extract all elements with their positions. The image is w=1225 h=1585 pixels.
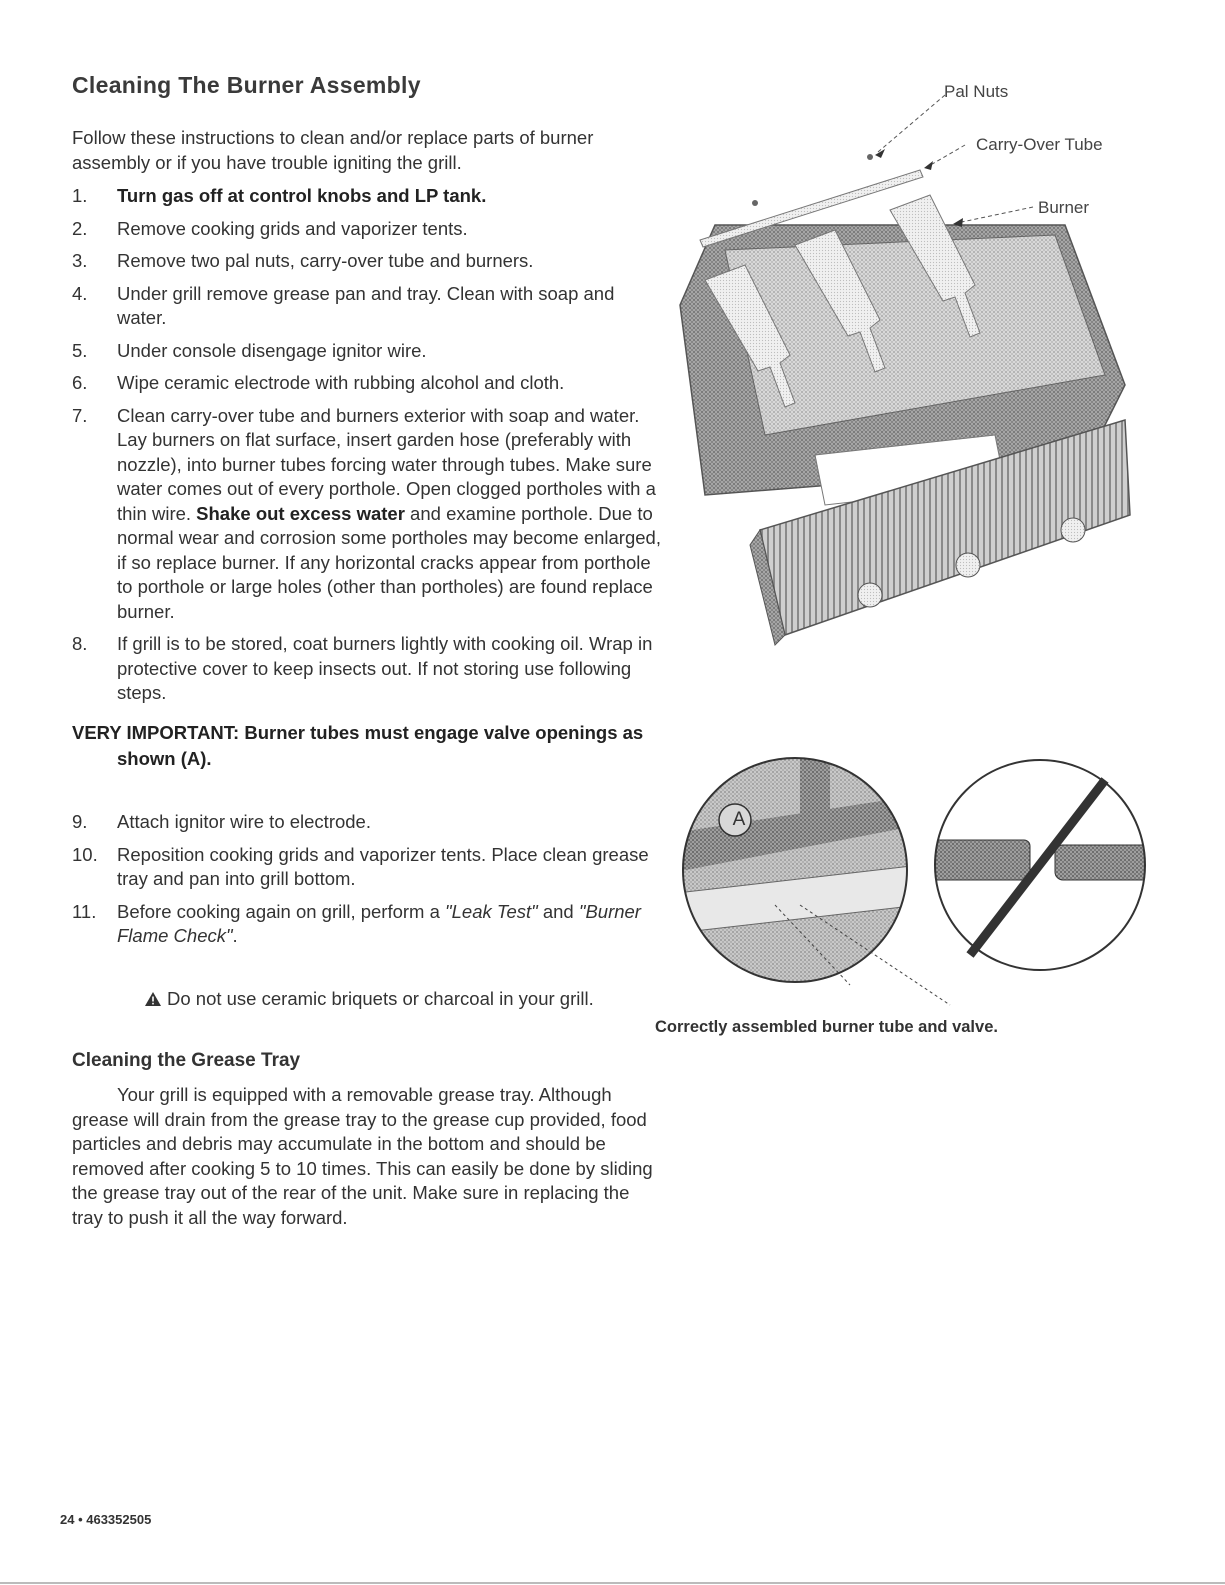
step-item xyxy=(72,282,662,331)
step-text: Clean carry-over tube and burners exterior with soap and water. Lay burners on flat surface, insert garden hose (preferably with nozzle), into burner tubes forcing water through tubes. Make sure water comes out of every porthole. Open clogged portholes with a thin wire. xyxy=(117,404,656,524)
page-title: Cleaning The Burner Assembly xyxy=(72,72,421,98)
warning-triangle-icon xyxy=(145,988,161,1010)
step-number: 6. xyxy=(72,372,88,393)
grease-tray-heading: Cleaning the Grease Tray xyxy=(72,1050,301,1071)
step-item xyxy=(72,371,662,396)
pal-nuts-label: Pal Nuts xyxy=(944,82,1009,101)
leak-test-ref: "Leak Test" xyxy=(445,900,538,922)
step-number: 9. xyxy=(72,811,88,832)
intro-paragraph: Follow these instructions to clean and/or replace parts of burner assembly or if you have trouble igniting the grill. xyxy=(72,127,594,173)
step-item xyxy=(72,339,662,364)
step-text: Reposition cooking grids and vaporizer tents. Place clean grease tray and pan into grill bottom. xyxy=(117,843,649,889)
figure-caption: Correctly assembled burner tube and valve. xyxy=(655,1018,998,1036)
step-text: Under grill remove grease pan and tray. Clean with soap and water. xyxy=(117,282,615,328)
step-number: 2. xyxy=(72,217,88,239)
step-item xyxy=(72,249,662,274)
step-text-bold: Shake out excess water xyxy=(196,502,405,524)
valve-detail-illustration xyxy=(660,755,1160,1015)
warning-note xyxy=(145,988,594,1010)
step-text: Turn gas off at control knobs and LP tank. xyxy=(117,185,487,206)
step-number: 8. xyxy=(72,633,88,654)
grease-tray-paragraph: Your grill is equipped with a removable grease tray. Although grease will drain from the grease tray to the grease cup provided, food particles and debris may accumulate in the bottom and should be removed after cooking 5 to 10 times. This can easily be done by sliding the grease tray out of the rear of the unit. Make sure in replacing the tray to push it all the way forward. xyxy=(72,1084,653,1228)
important-line: shown (A). xyxy=(117,748,212,769)
step-number: 4. xyxy=(72,282,88,304)
detail-a-label: A xyxy=(732,809,746,830)
step-number: 1. xyxy=(72,185,88,206)
warning-text: Do not use ceramic briquets or charcoal in your grill. xyxy=(167,988,594,1009)
step-number: 10. xyxy=(72,843,98,865)
step-text: and xyxy=(537,900,579,922)
page-bottom-rule xyxy=(0,1582,1225,1584)
step-number: 7. xyxy=(72,404,88,426)
step-item xyxy=(72,843,662,892)
step-number: 5. xyxy=(72,339,88,361)
grill-illustration xyxy=(665,75,1135,675)
burner-steps-list xyxy=(72,184,662,714)
step-item xyxy=(72,404,662,625)
carry-over-tube-label: Carry-Over Tube xyxy=(976,135,1103,154)
step-text: Wipe ceramic electrode with rubbing alcohol and cloth. xyxy=(117,372,565,393)
step-item xyxy=(72,217,662,242)
step-text: Remove two pal nuts, carry-over tube and burners. xyxy=(117,250,534,271)
step-item xyxy=(72,810,662,835)
important-note xyxy=(72,720,662,772)
important-line: VERY IMPORTANT: Burner tubes must engage valve openings as xyxy=(72,722,644,743)
step-text: If grill is to be stored, coat burners lightly with cooking oil. Wrap in protective cover to keep insects out. If not storing use following steps. xyxy=(117,633,653,703)
page-footer: 24 • 463352505 xyxy=(60,1512,152,1527)
flame-check-ref: "Burner Flame Check" xyxy=(117,900,641,946)
step-text: Under console disengage ignitor wire. xyxy=(117,339,427,361)
step-number: 11. xyxy=(72,900,97,922)
step-number: 3. xyxy=(72,250,88,271)
step-text: and examine porthole. Due to normal wear and corrosion some portholes may become enlarged, if so replace burner. If any horizontal cracks appear from porthole to porthole or large holes (other than portholes) are found replace burner. xyxy=(117,502,661,622)
step-text: Before cooking again on grill, perform a xyxy=(117,900,446,922)
step-item xyxy=(72,184,662,209)
step-text: Attach ignitor wire to electrode. xyxy=(117,811,371,832)
step-item xyxy=(72,632,662,706)
step-text: . xyxy=(232,925,238,946)
reassembly-steps-list xyxy=(72,810,662,957)
step-text: Remove cooking grids and vaporizer tents. xyxy=(117,217,468,239)
burner-label: Burner xyxy=(1038,198,1090,217)
step-item xyxy=(72,900,662,949)
